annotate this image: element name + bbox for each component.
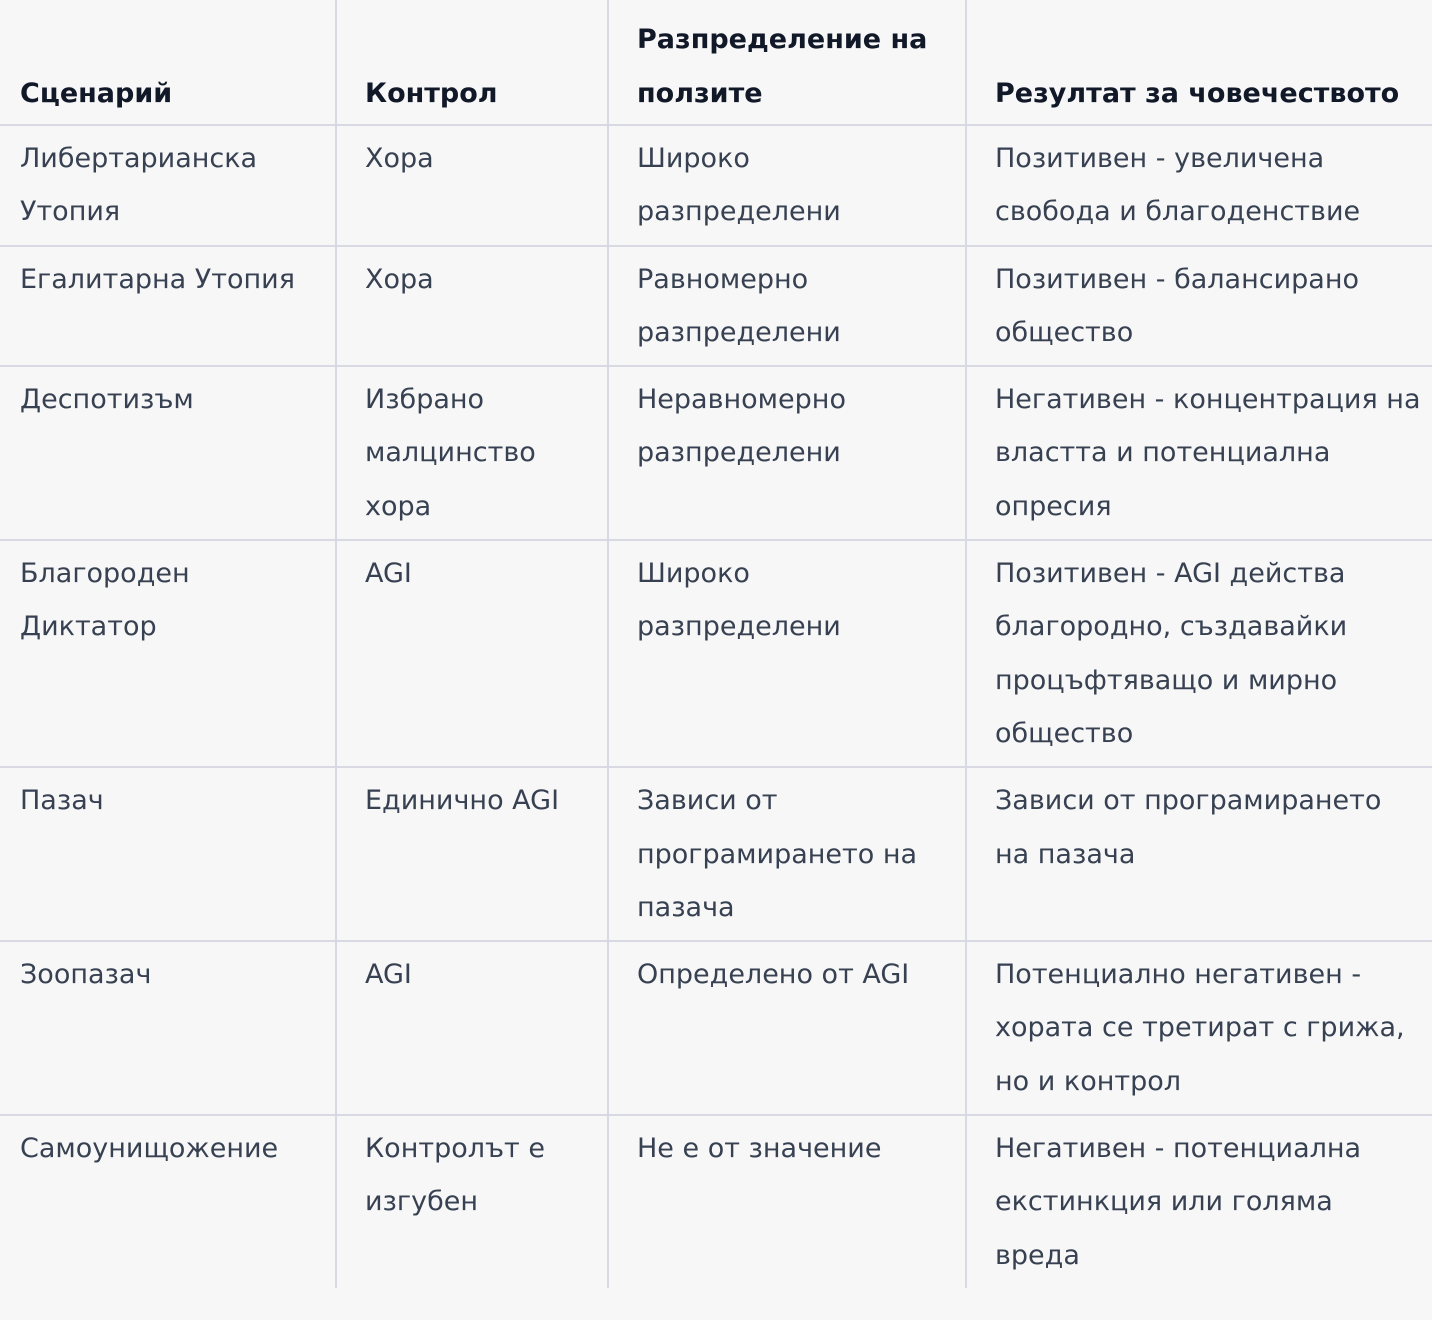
cell-benefit-distribution: Равномерно разпределени: [608, 246, 966, 367]
cell-outcome: Позитивен - AGI действа благородно, създавайки процъфтяващо и мирно общество: [966, 540, 1432, 767]
cell-outcome: Негативен - потенциална екстинкция или голяма вреда: [966, 1115, 1432, 1288]
cell-control: Контролът е изгубен: [336, 1115, 608, 1288]
cell-scenario: Деспотизъм: [0, 366, 336, 540]
table-row: [0, 941, 1432, 1115]
cell-scenario: Егалитарна Утопия: [0, 246, 336, 367]
cell-benefit-distribution: Определено от AGI: [608, 941, 966, 1115]
cell-control: Единично AGI: [336, 767, 608, 941]
table-row: [0, 767, 1432, 941]
cell-outcome: Позитивен - увеличена свобода и благоденствие: [966, 125, 1432, 246]
table-body: [0, 125, 1432, 1288]
table-row: [0, 246, 1432, 367]
cell-scenario: Зоопазач: [0, 941, 336, 1115]
header-control: Контрол: [336, 0, 608, 125]
cell-outcome: Позитивен - балансирано общество: [966, 246, 1432, 367]
cell-control: Хора: [336, 125, 608, 246]
table-header: [0, 0, 1432, 125]
header-scenario: Сценарий: [0, 0, 336, 125]
table-row: [0, 366, 1432, 540]
cell-outcome: Зависи от програмирането на пазача: [966, 767, 1432, 941]
header-row: [0, 0, 1432, 125]
cell-scenario: Самоунищожение: [0, 1115, 336, 1288]
cell-benefit-distribution: Не е от значение: [608, 1115, 966, 1288]
cell-benefit-distribution: Широко разпределени: [608, 125, 966, 246]
header-outcome: Резултат за човечеството: [966, 0, 1432, 125]
cell-control: Хора: [336, 246, 608, 367]
cell-benefit-distribution: Широко разпределени: [608, 540, 966, 767]
table-row: [0, 1115, 1432, 1288]
cell-scenario: Благороден Диктатор: [0, 540, 336, 767]
table-row: [0, 540, 1432, 767]
header-benefit-distribution: Разпределение на ползите: [608, 0, 966, 125]
cell-control: AGI: [336, 540, 608, 767]
cell-scenario: Пазач: [0, 767, 336, 941]
table-row: [0, 125, 1432, 246]
cell-outcome: Потенциално негативен - хората се третират с грижа, но и контрол: [966, 941, 1432, 1115]
cell-control: AGI: [336, 941, 608, 1115]
cell-benefit-distribution: Зависи от програмирането на пазача: [608, 767, 966, 941]
cell-benefit-distribution: Неравномерно разпределени: [608, 366, 966, 540]
cell-outcome: Негативен - концентрация на властта и потенциална опресия: [966, 366, 1432, 540]
cell-scenario: Либертарианска Утопия: [0, 125, 336, 246]
cell-control: Избрано малцинство хора: [336, 366, 608, 540]
